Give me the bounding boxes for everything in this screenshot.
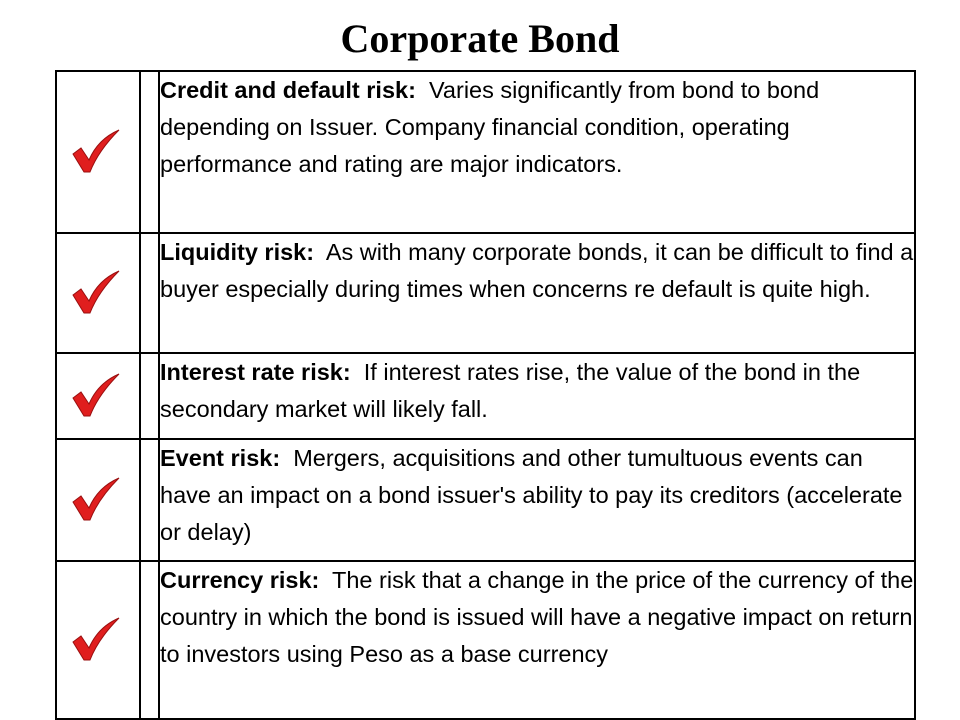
risk-label: Event risk: bbox=[160, 445, 281, 471]
checkmark-icon bbox=[71, 269, 121, 315]
risk-text: As with many corporate bonds, it can be difficult to find a buyer especially during times when concerns re default is quite high. bbox=[160, 239, 914, 302]
risk-text: Mergers, acquisitions and other tumultuous events can have an impact on a bond issuer's ability to pay its creditors (accelerate or delay) bbox=[160, 445, 903, 545]
page-title: Corporate Bond bbox=[340, 16, 620, 61]
risk-text: Varies significantly from bond to bond depending on Issuer. Company financial condition, operating performance and rating are major indicators. bbox=[160, 77, 820, 177]
checkmark-icon bbox=[71, 476, 121, 522]
risk-label: Liquidity risk: bbox=[160, 239, 315, 265]
spacer-cell bbox=[140, 71, 159, 233]
check-cell bbox=[56, 71, 140, 233]
table-row bbox=[56, 353, 915, 439]
risk-label: Interest rate risk: bbox=[160, 359, 351, 385]
risk-label: Credit and default risk: bbox=[160, 77, 416, 103]
risk-description bbox=[159, 233, 915, 353]
risk-text: The risk that a change in the price of the currency of the country in which the bond is issued will have a negative impact on return to investors using Peso as a base currency bbox=[160, 567, 914, 667]
checkmark-icon bbox=[71, 128, 121, 174]
risk-description bbox=[159, 353, 915, 439]
checkmark-icon bbox=[71, 616, 121, 662]
risk-description bbox=[159, 71, 915, 233]
risk-label: Currency risk: bbox=[160, 567, 320, 593]
check-cell bbox=[56, 561, 140, 719]
risk-text: If interest rates rise, the value of the bond in the secondary market will likely fall. bbox=[160, 359, 861, 422]
risk-description bbox=[159, 439, 915, 561]
check-cell bbox=[56, 233, 140, 353]
spacer-cell bbox=[140, 353, 159, 439]
risk-table bbox=[55, 70, 916, 720]
spacer-cell bbox=[140, 439, 159, 561]
table-row bbox=[56, 561, 915, 719]
checkmark-icon bbox=[71, 372, 121, 418]
table-row bbox=[56, 439, 915, 561]
check-cell bbox=[56, 353, 140, 439]
table-row bbox=[56, 71, 915, 233]
table-row bbox=[56, 233, 915, 353]
risk-description bbox=[159, 561, 915, 719]
check-cell bbox=[56, 439, 140, 561]
spacer-cell bbox=[140, 561, 159, 719]
spacer-cell bbox=[140, 233, 159, 353]
